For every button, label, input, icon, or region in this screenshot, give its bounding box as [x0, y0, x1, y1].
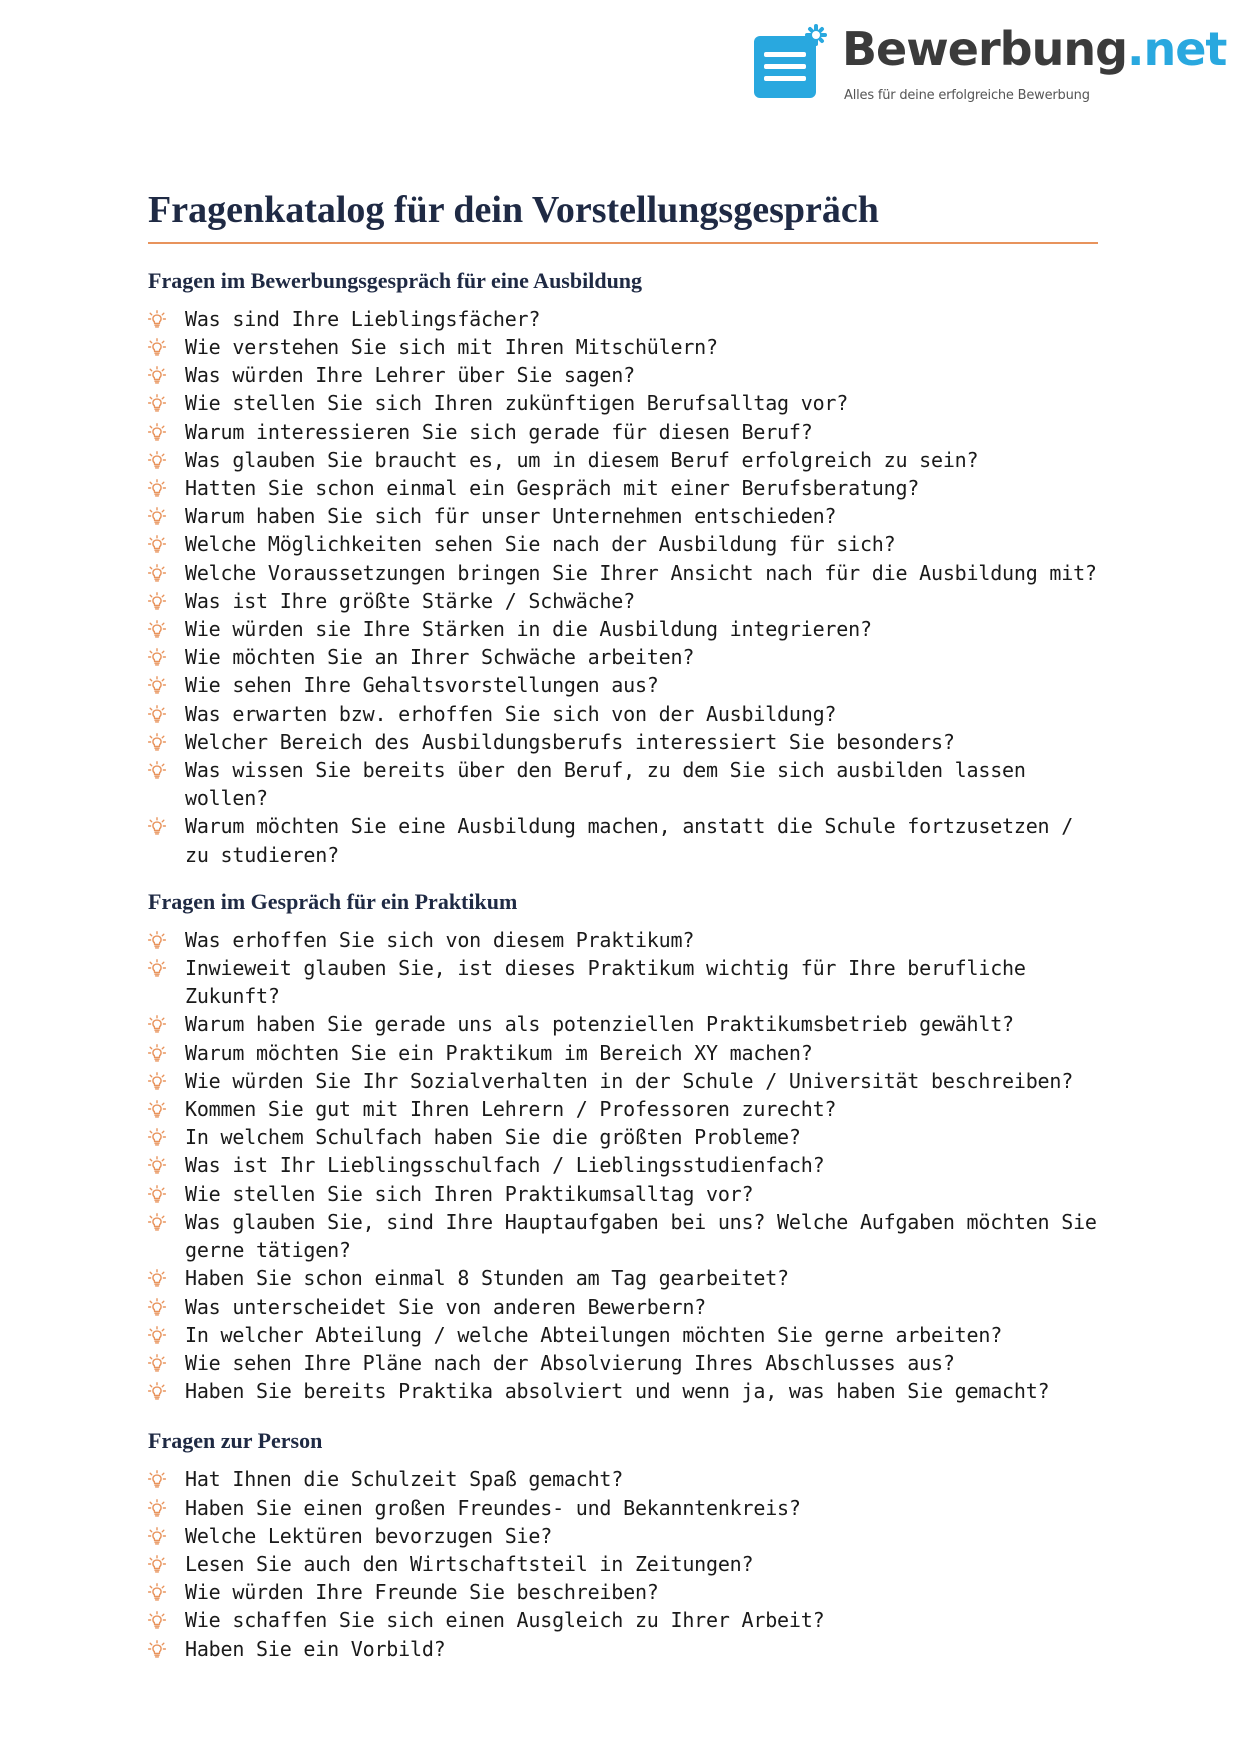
lightbulb-icon [148, 1156, 166, 1174]
question-text: Was ist Ihre größte Stärke / Schwäche? [185, 588, 635, 613]
section-person [148, 1428, 1098, 1662]
question-text: Hat Ihnen die Schulzeit Spaß gemacht? [185, 1467, 624, 1492]
question-item [148, 418, 1098, 446]
question-item [148, 474, 1098, 502]
question-text: Was würden Ihre Lehrer über Sie sagen? [185, 363, 635, 388]
lightbulb-icon [148, 366, 166, 384]
question-item [148, 1578, 1098, 1606]
section-heading: Fragen zur Person [148, 1428, 323, 1454]
lightbulb-icon [148, 733, 166, 751]
lightbulb-icon [148, 423, 166, 441]
question-text: Haben Sie ein Vorbild? [185, 1636, 446, 1661]
lightbulb-icon [148, 676, 166, 694]
question-item [148, 1264, 1098, 1292]
lightbulb-icon [148, 1555, 166, 1573]
question-item [148, 305, 1098, 333]
question-text: Wie schaffen Sie sich einen Ausgleich zu Ihrer Arbeit? [185, 1608, 825, 1633]
question-item [148, 587, 1098, 615]
lightbulb-icon [148, 535, 166, 553]
question-text: Wie verstehen Sie sich mit Ihren Mitschülern? [185, 335, 718, 359]
question-item [148, 926, 1098, 954]
question-text: Wie würden Sie Ihr Sozialverhalten in der Schule / Universität beschreiben? [185, 1068, 1074, 1093]
lightbulb-icon [148, 1382, 166, 1400]
lightbulb-icon [148, 1015, 166, 1033]
question-text: Lesen Sie auch den Wirtschaftsteil in Zeitungen? [185, 1551, 754, 1576]
question-item [148, 333, 1098, 361]
document-with-sparkle-icon [752, 22, 832, 102]
lightbulb-icon [148, 451, 166, 469]
question-list [148, 305, 1098, 869]
question-item [148, 1550, 1098, 1578]
question-text: Welche Voraussetzungen bringen Sie Ihrer Ansicht nach für die Ausbildung mit? [185, 560, 1097, 585]
lightbulb-icon [148, 310, 166, 328]
lightbulb-icon [148, 479, 166, 497]
question-item [148, 502, 1098, 530]
question-text: In welcher Abteilung / welche Abteilungen möchten Sie gerne arbeiten? [185, 1322, 1003, 1347]
question-text: Wie würden Ihre Freunde Sie beschreiben? [185, 1580, 659, 1605]
question-text: Was wissen Sie bereits über den Beruf, zu dem Sie sich ausbilden lassen wollen? [185, 758, 1026, 811]
lightbulb-icon [148, 817, 166, 835]
lightbulb-icon [148, 1269, 166, 1287]
question-item [148, 1208, 1098, 1264]
question-item [148, 615, 1098, 643]
question-item [148, 530, 1098, 558]
lightbulb-icon [148, 1354, 166, 1372]
question-text: Warum möchten Sie eine Ausbildung machen, anstatt die Schule fortzusetzen / zu studieren? [185, 814, 1074, 867]
brand-logo [752, 14, 1227, 114]
lightbulb-icon [148, 1213, 166, 1231]
document-title: Fragenkatalog für dein Vorstellungsgespräch [148, 190, 1098, 244]
lightbulb-icon [148, 1072, 166, 1090]
question-text: Welche Möglichkeiten sehen Sie nach der Ausbildung für sich? [185, 532, 896, 557]
question-list [148, 926, 1098, 1405]
question-item [148, 1321, 1098, 1349]
lightbulb-icon [148, 1583, 166, 1601]
lightbulb-icon [148, 338, 166, 356]
question-item [148, 954, 1098, 1010]
question-text: Was unterscheidet Sie von anderen Bewerbern? [185, 1294, 707, 1319]
lightbulb-icon [148, 592, 166, 610]
question-item [148, 756, 1098, 812]
brand-tagline: Alles für deine erfolgreiche Bewerbung [844, 88, 1090, 103]
question-text: Wie sehen Ihre Pläne nach der Absolvierung Ihres Abschlusses aus? [185, 1350, 955, 1375]
question-item [148, 559, 1098, 587]
question-item [148, 643, 1098, 671]
section-praktikum [148, 889, 1098, 1405]
lightbulb-icon [148, 1298, 166, 1316]
lightbulb-icon [148, 1185, 166, 1203]
lightbulb-icon [148, 1527, 166, 1545]
question-item [148, 361, 1098, 389]
lightbulb-icon [148, 931, 166, 949]
lightbulb-icon [148, 1326, 166, 1344]
question-item [148, 1349, 1098, 1377]
question-item [148, 671, 1098, 699]
question-text: Haben Sie bereits Praktika absolviert und wenn ja, was haben Sie gemacht? [185, 1379, 1050, 1404]
lightbulb-icon [148, 507, 166, 525]
question-item [148, 1377, 1098, 1405]
question-text: Hatten Sie schon einmal ein Gespräch mit einer Berufsberatung? [185, 476, 920, 501]
lightbulb-icon [148, 1044, 166, 1062]
question-text: Warum möchten Sie ein Praktikum im Bereich XY machen? [185, 1040, 813, 1065]
lightbulb-icon [148, 620, 166, 638]
lightbulb-icon [148, 1470, 166, 1488]
question-item [148, 812, 1098, 868]
lightbulb-icon [148, 648, 166, 666]
question-item [148, 1123, 1098, 1151]
question-item [148, 1494, 1098, 1522]
question-text: Haben Sie schon einmal 8 Stunden am Tag gearbeitet? [185, 1266, 789, 1291]
lightbulb-icon [148, 1100, 166, 1118]
brand-tld: .net [1127, 22, 1227, 76]
question-text: Warum haben Sie sich für unser Unternehmen entschieden? [185, 504, 837, 529]
question-item [148, 1635, 1098, 1663]
question-text: Wie sehen Ihre Gehaltsvorstellungen aus? [185, 673, 659, 698]
section-heading: Fragen im Bewerbungsgespräch für eine Ausbildung [148, 267, 643, 293]
lightbulb-icon [148, 1611, 166, 1629]
question-item [148, 389, 1098, 417]
question-item [148, 1180, 1098, 1208]
question-text: Inwieweit glauben Sie, ist dieses Praktikum wichtig für Ihre berufliche Zukunft? [185, 956, 1026, 1009]
question-item [148, 1039, 1098, 1067]
question-text: Was glauben Sie, sind Ihre Hauptaufgaben bei uns? Welche Aufgaben möchten Sie gerne tätigen? [185, 1209, 1097, 1263]
question-text: Wie stellen Sie sich Ihren Praktikumsalltag vor? [185, 1181, 754, 1206]
question-list [148, 1465, 1098, 1662]
lightbulb-icon [148, 761, 166, 779]
lightbulb-icon [148, 1640, 166, 1658]
section-ausbildung [148, 268, 1098, 869]
question-text: Was erwarten bzw. erhoffen Sie sich von der Ausbildung? [185, 701, 837, 726]
question-text: Wie würden sie Ihre Stärken in die Ausbildung integrieren? [185, 617, 872, 642]
lightbulb-icon [148, 564, 166, 582]
document-body [148, 190, 1098, 1663]
brand-name: Bewerbung [842, 22, 1127, 76]
lightbulb-icon [148, 959, 166, 977]
question-item [148, 1522, 1098, 1550]
question-text: Was sind Ihre Lieblingsfächer? [185, 306, 541, 331]
question-item [148, 728, 1098, 756]
lightbulb-icon [148, 394, 166, 412]
question-item [148, 1067, 1098, 1095]
question-item [148, 1465, 1098, 1493]
question-text: Haben Sie einen großen Freundes- und Bekanntenkreis? [185, 1495, 801, 1520]
question-text: Welcher Bereich des Ausbildungsberufs interessiert Sie besonders? [185, 729, 955, 754]
question-item [148, 1151, 1098, 1179]
question-item [148, 1010, 1098, 1038]
question-text: Warum haben Sie gerade uns als potenziellen Praktikumsbetrieb gewählt? [185, 1012, 1014, 1037]
lightbulb-icon [148, 1499, 166, 1517]
question-text: Was erhoffen Sie sich von diesem Praktikum? [185, 927, 695, 952]
brand-wordmark [842, 22, 1227, 76]
question-text: Wie möchten Sie an Ihrer Schwäche arbeiten? [185, 645, 695, 670]
question-text: Wie stellen Sie sich Ihren zukünftigen Berufsalltag vor? [185, 391, 849, 416]
question-item [148, 1606, 1098, 1634]
lightbulb-icon [148, 705, 166, 723]
question-item [148, 700, 1098, 728]
question-text: Was glauben Sie braucht es, um in diesem Beruf erfolgreich zu sein? [185, 447, 979, 472]
question-item [148, 1293, 1098, 1321]
question-item [148, 1095, 1098, 1123]
question-text: Kommen Sie gut mit Ihren Lehrern / Professoren zurecht? [185, 1097, 837, 1122]
lightbulb-icon [148, 1128, 166, 1146]
question-text: Warum interessieren Sie sich gerade für diesen Beruf? [185, 419, 813, 444]
question-text: Welche Lektüren bevorzugen Sie? [185, 1523, 553, 1548]
section-heading: Fragen im Gespräch für ein Praktikum [148, 888, 518, 914]
question-text: Was ist Ihr Lieblingsschulfach / Lieblingsstudienfach? [185, 1153, 825, 1178]
question-item [148, 446, 1098, 474]
question-text: In welchem Schulfach haben Sie die größten Probleme? [185, 1125, 801, 1150]
